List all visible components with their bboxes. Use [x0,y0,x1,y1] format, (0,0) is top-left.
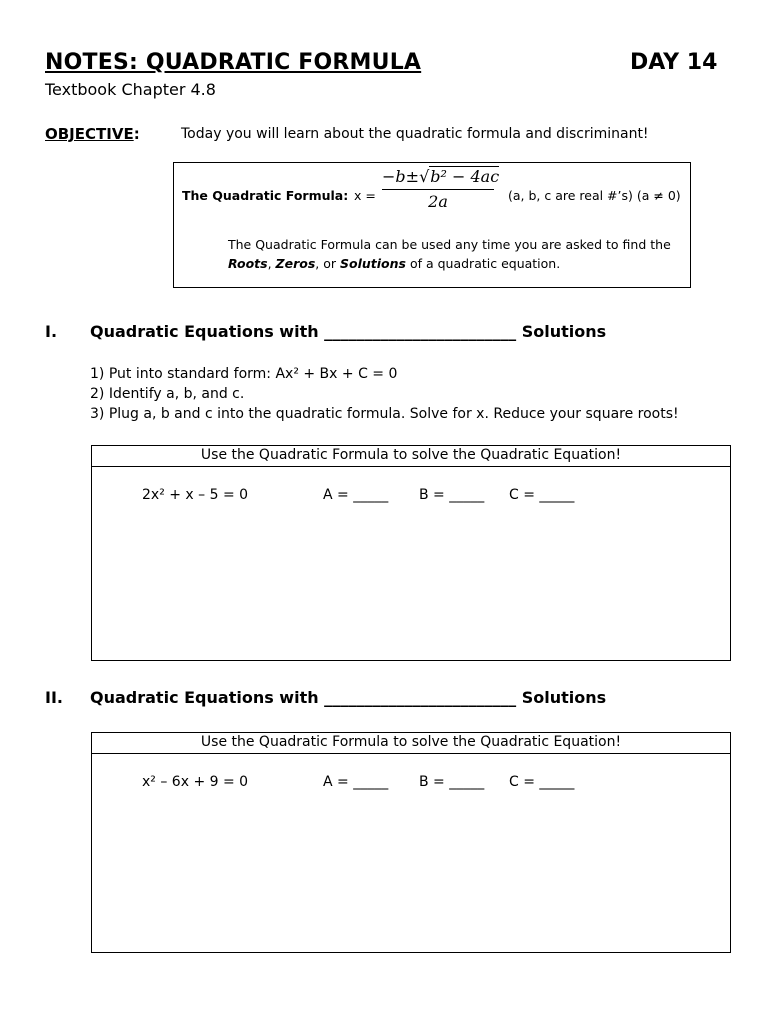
coef-a-blank-1: A = _____ [323,487,389,503]
equation-1: 2x² + x – 5 = 0 [142,487,249,503]
objective-text: Today you will learn about the quadratic formula and discriminant! [181,126,649,142]
formula-x-equals: x = [354,188,376,203]
work-box-2-header: Use the Quadratic Formula to solve the Quadratic Equation! [92,733,730,754]
section-1-title: Quadratic Equations with ________________________ Solutions [90,322,607,341]
coef-a-blank-2: A = _____ [323,774,389,790]
coef-c-blank-2: C = _____ [509,774,575,790]
page-title: NOTES: QUADRATIC FORMULA [45,50,422,75]
steps-list [90,364,679,424]
formula-numerator: −b±√b² − 4ac [382,167,494,190]
section-2-title: Quadratic Equations with ________________________ Solutions [90,688,607,707]
textbook-chapter: Textbook Chapter 4.8 [45,80,216,99]
step-2: 2) Identify a, b, and c. [90,386,245,402]
work-box-1-header: Use the Quadratic Formula to solve the Quadratic Equation! [92,446,730,467]
formula-denominator: 2a [428,192,448,211]
section-2-number: II. [45,688,63,707]
coef-c-blank-1: C = _____ [509,487,575,503]
formula-label: The Quadratic Formula: [182,188,349,203]
section-1-number: I. [45,322,58,341]
work-box-2 [91,732,731,953]
formula-description: The Quadratic Formula can be used any time you are asked to find the Roots, Zeros, or Solutions of a quadratic equation. [228,237,671,271]
formula-fraction [382,167,500,211]
coef-b-blank-2: B = _____ [419,774,485,790]
quadratic-formula-box [173,162,691,288]
formula-conditions: (a, b, c are real #’s) (a ≠ 0) [508,188,681,203]
objective-label: OBJECTIVE: [45,125,140,143]
formula-radicand: b² − 4ac [430,167,500,186]
day-label: DAY 14 [630,50,718,75]
work-box-1 [91,445,731,661]
coef-b-blank-1: B = _____ [419,487,485,503]
step-3: 3) Plug a, b and c into the quadratic formula. Solve for x. Reduce your square roots! [90,406,679,422]
equation-2: x² – 6x + 9 = 0 [142,774,249,790]
step-1: 1) Put into standard form: Ax² + Bx + C = 0 [90,366,398,382]
